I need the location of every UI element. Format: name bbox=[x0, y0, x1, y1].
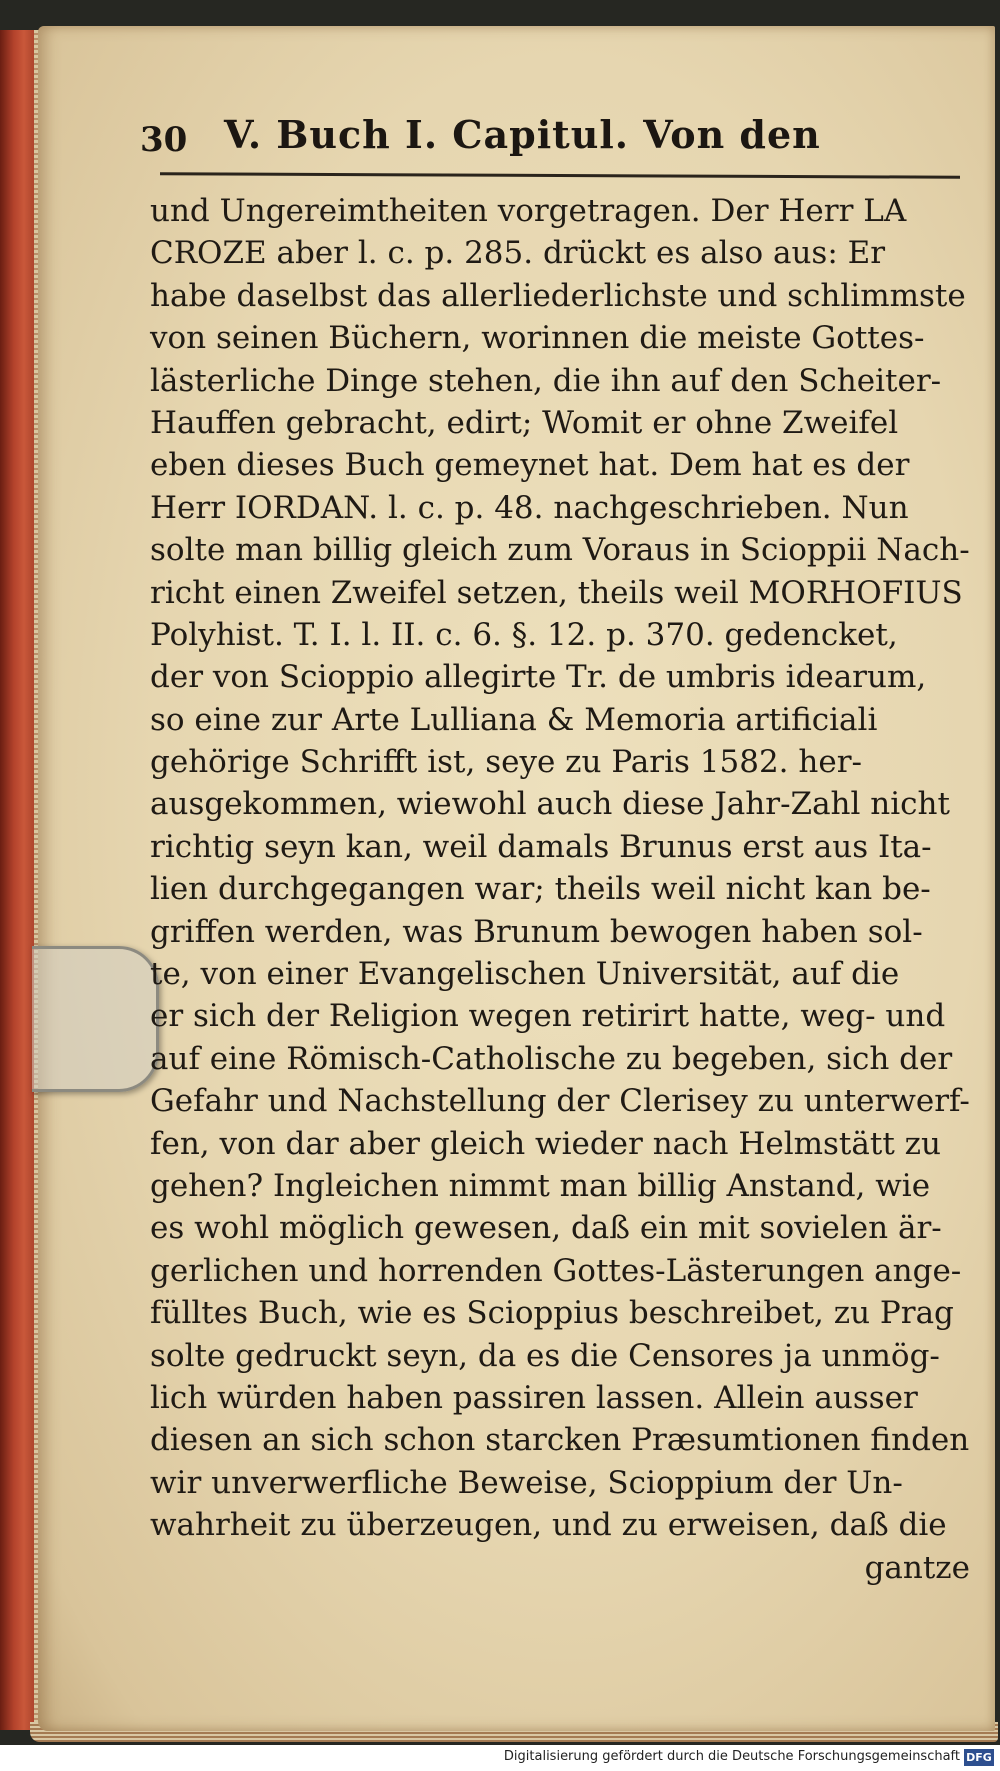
page-number: 30 bbox=[140, 120, 188, 160]
dfg-logo-icon: DFG bbox=[964, 1749, 994, 1766]
text-line: ausgekommen, wiewohl auch diese Jahr-Zahl nicht bbox=[150, 786, 950, 823]
text-line: Polyhist. T. I. l. II. c. 6. §. 12. p. 370. gedencket, bbox=[150, 616, 898, 653]
text-line: eben dieses Buch gemeynet hat. Dem hat es der bbox=[150, 447, 910, 484]
text-line: gerlichen und horrenden Gottes-Lästerungen ange- bbox=[150, 1252, 962, 1289]
text-line: solte gedruckt seyn, da es die Censores ja unmög- bbox=[150, 1337, 940, 1374]
funding-attribution: Digitalisierung gefördert durch die Deutsche Forschungsgemeinschaft bbox=[503, 1749, 960, 1764]
text-line: richt einen Zweifel setzen, theils weil MORHOFIUS bbox=[150, 574, 963, 611]
page-bookmark-tab bbox=[32, 946, 159, 1092]
text-line: es wohl möglich gewesen, daß ein mit sovielen är- bbox=[150, 1210, 942, 1247]
body-text bbox=[150, 190, 970, 1589]
text-line: wir unverwerfliche Beweise, Scioppium der Un- bbox=[150, 1464, 903, 1501]
text-line: te, von einer Evangelischen Universität, auf die bbox=[150, 956, 900, 993]
text-line: wahrheit zu überzeugen, und zu erweisen, daß die bbox=[150, 1507, 947, 1544]
text-line: diesen an sich schon starcken Præsumtionen finden bbox=[150, 1422, 970, 1459]
text-line: gehen? Ingleichen nimmt man billig Anstand, wie bbox=[150, 1167, 931, 1204]
text-line: CROZE aber l. c. p. 285. drückt es also aus: Er bbox=[150, 235, 886, 272]
text-line: solte man billig gleich zum Voraus in Scioppii Nach- bbox=[150, 532, 970, 569]
text-line: Hauffen gebracht, edirt; Womit er ohne Zweifel bbox=[150, 404, 899, 441]
text-line: gehörige Schrifft ist, seye zu Paris 1582. her- bbox=[150, 744, 862, 781]
text-line: Herr IORDAN. l. c. p. 48. nachgeschrieben. Nun bbox=[150, 489, 909, 526]
text-line: habe daselbst das allerliederlichste und schlimmste bbox=[150, 277, 966, 314]
text-line: der von Scioppio allegirte Tr. de umbris idearum, bbox=[150, 659, 927, 696]
text-line: fülltes Buch, wie es Scioppius beschreibet, zu Prag bbox=[150, 1295, 954, 1332]
text-line: griffen werden, was Brunum bewogen haben sol- bbox=[150, 913, 923, 950]
text-line: und Ungereimtheiten vorgetragen. Der Herr LA bbox=[150, 193, 907, 229]
text-line: auf eine Römisch-Catholische zu begeben, sich der bbox=[150, 1040, 953, 1077]
text-line: gantze bbox=[864, 1549, 970, 1586]
text-line: Gefahr und Nachstellung der Clerisey zu unterwerf- bbox=[150, 1083, 970, 1120]
footer-bar bbox=[0, 1745, 1000, 1771]
page-header bbox=[140, 112, 970, 168]
running-title: V. Buch I. Capitul. Von den bbox=[224, 112, 821, 157]
text-line: von seinen Büchern, worinnen die meiste Gottes- bbox=[150, 320, 925, 357]
text-line: lich würden haben passiren lassen. Allein ausser bbox=[150, 1379, 918, 1416]
text-line: lien durchgegangen war; theils weil nicht kan be- bbox=[150, 871, 931, 908]
text-line: so eine zur Arte Lulliana & Memoria artificiali bbox=[150, 701, 878, 738]
text-line: fen, von dar aber gleich wieder nach Helmstätt zu bbox=[150, 1125, 941, 1162]
book-edge bbox=[0, 30, 40, 1730]
text-line: richtig seyn kan, weil damals Brunus erst aus Ita- bbox=[150, 828, 932, 865]
text-line: lästerliche Dinge stehen, die ihn auf den Scheiter- bbox=[150, 362, 942, 399]
text-line: er sich der Religion wegen retirirt hatte, weg- und bbox=[150, 998, 946, 1035]
